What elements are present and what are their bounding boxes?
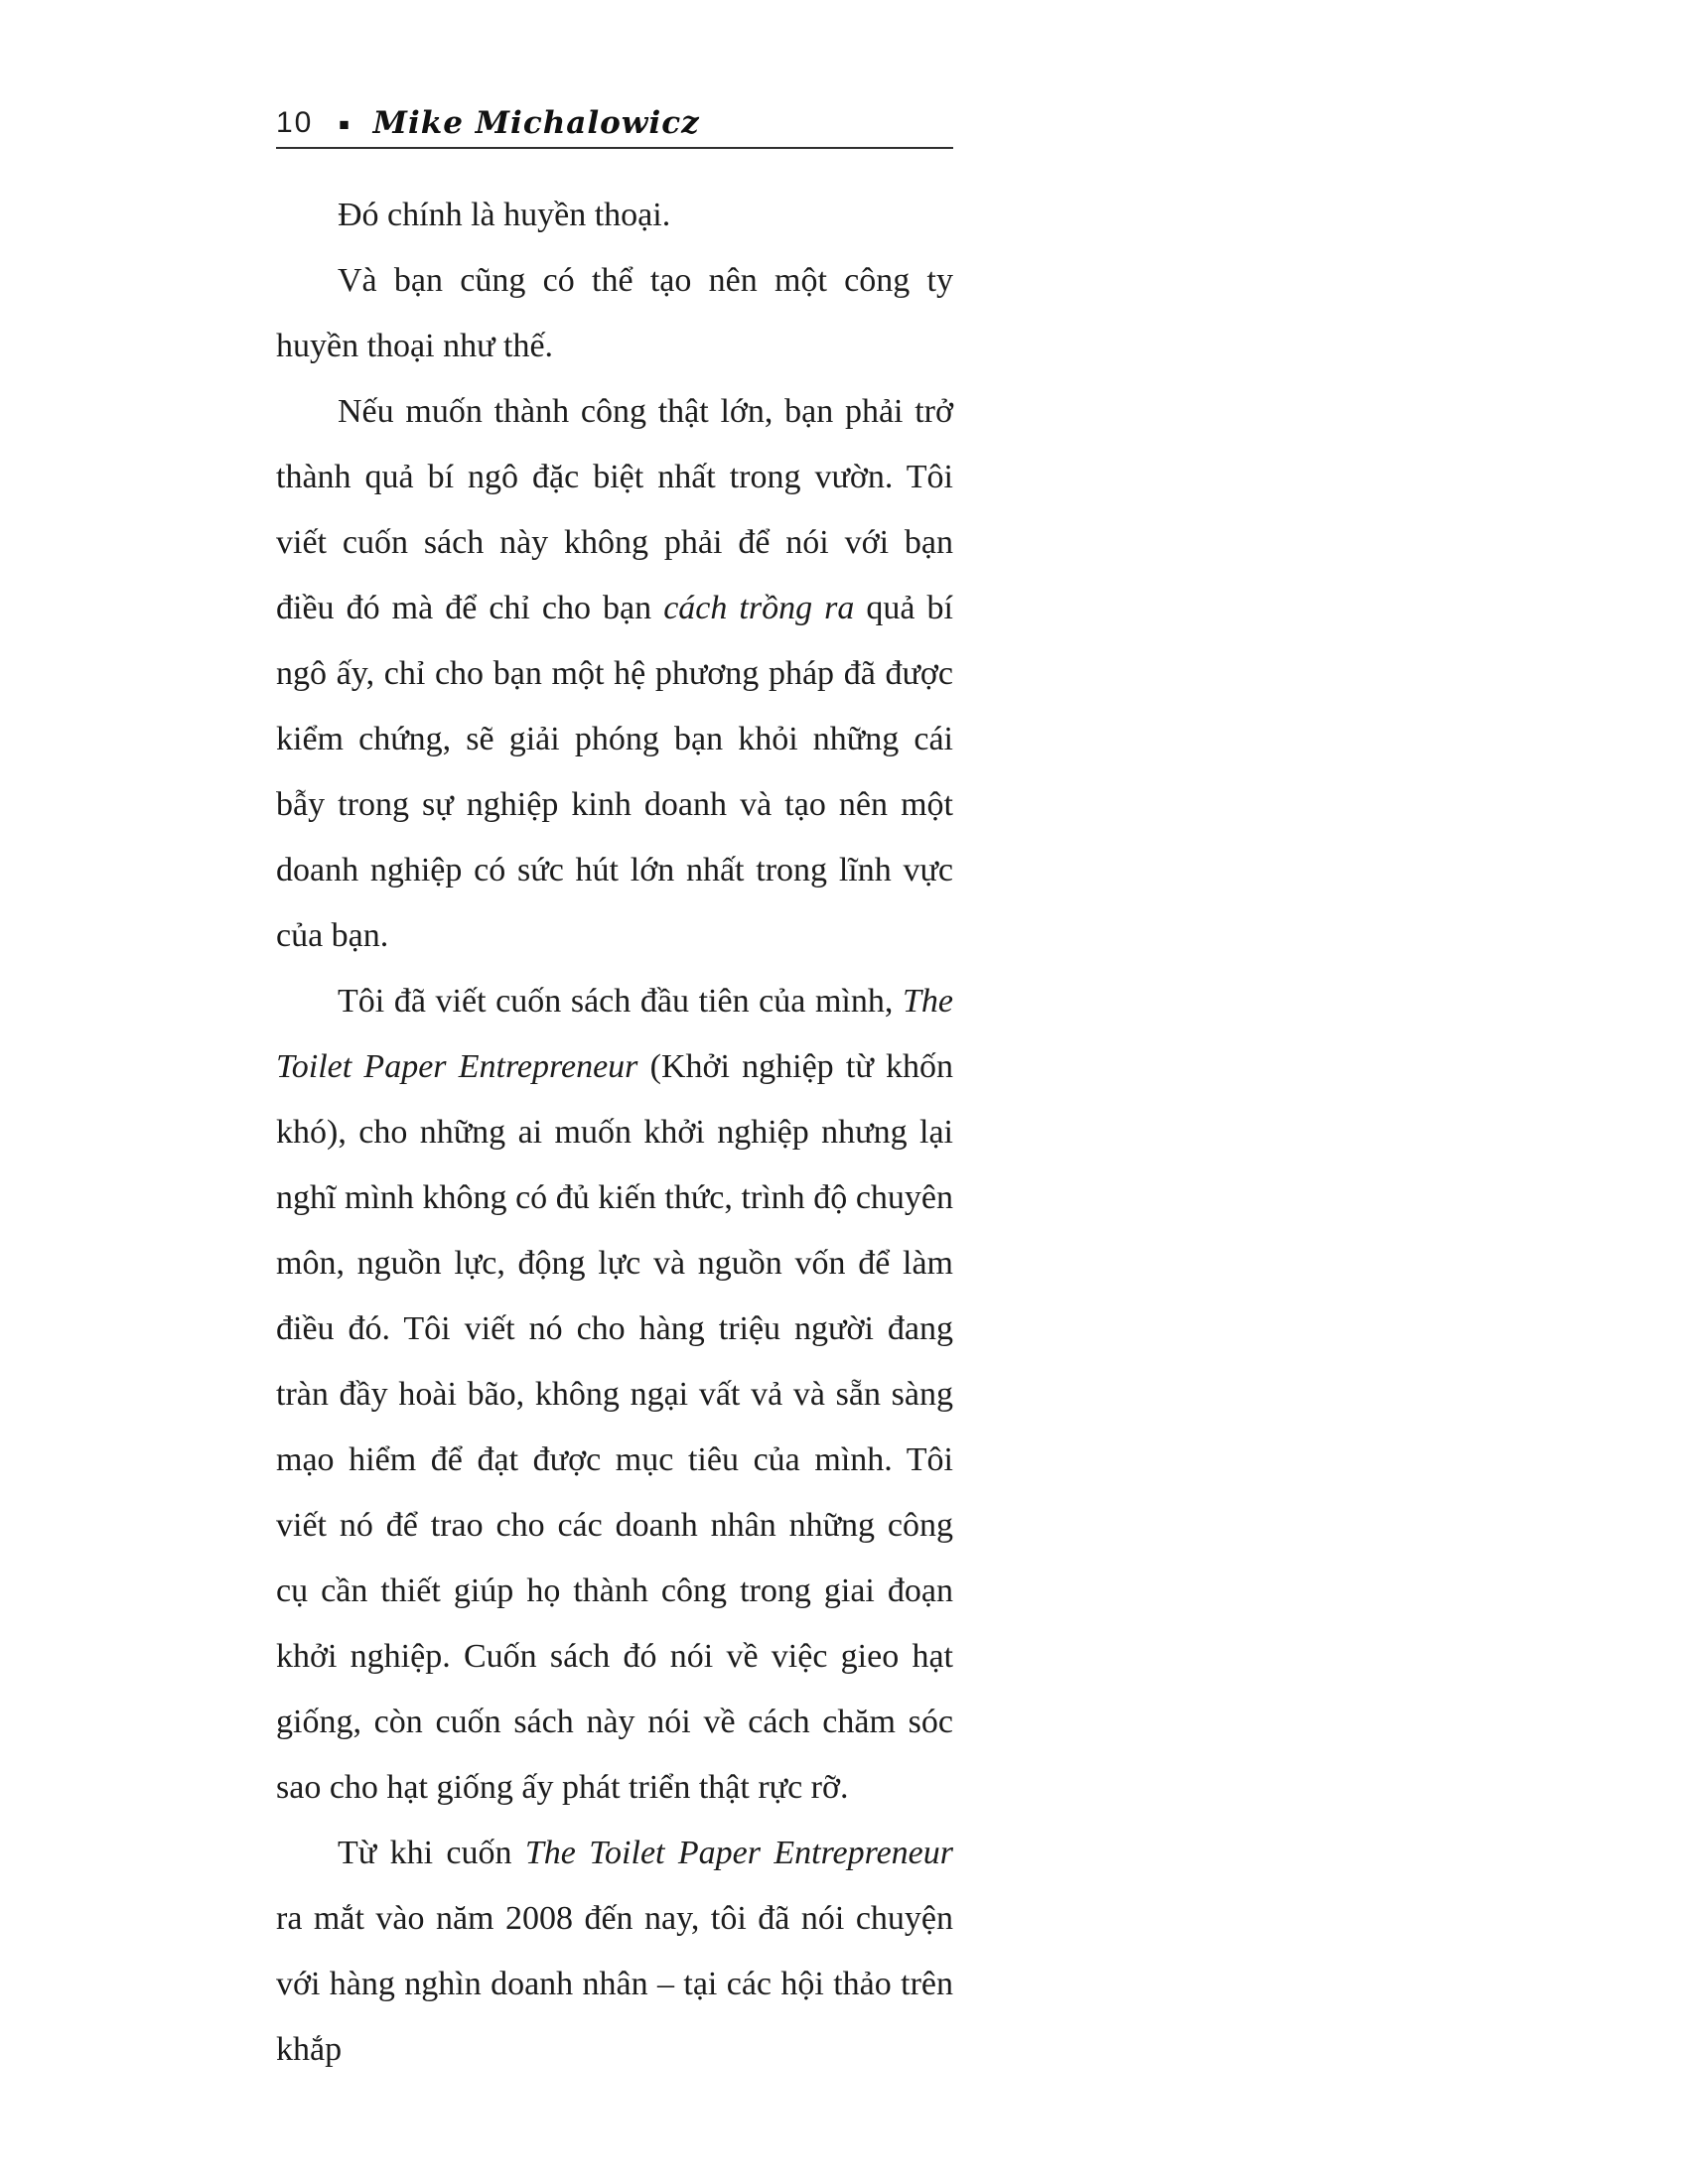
body-text: [276, 183, 953, 2083]
paragraph: [276, 1821, 953, 2083]
author-name: Mike Michalowicz: [372, 105, 700, 141]
square-bullet-icon: ■: [339, 114, 350, 134]
text-run: Tôi đã viết cuốn sách đầu tiên của mình,: [338, 983, 903, 1020]
paragraph: [276, 183, 953, 248]
text-run: Từ khi cuốn: [338, 1835, 525, 1871]
page-number: 10: [276, 106, 314, 139]
text-run: (Khởi nghiệp từ khốn khó), cho những ai muốn khởi nghiệp nhưng lại nghĩ mình không có đủ kiến thức, trình độ chuyên môn, nguồn lực, động lực và nguồn vốn để làm điều đó. Tôi viết nó cho hàng triệu người đang tràn đầy hoài bão, không ngại vất vả và sẵn sàng mạo hiểm để đạt được mục tiêu của mình. Tôi viết nó để trao cho các doanh nhân những công cụ cần thiết giúp họ thành công trong giai đoạn khởi nghiệp. Cuốn sách đó nói về việc gieo hạt giống, còn cuốn sách này nói về cách chăm sóc sao cho hạt giống ấy phát triển thật rực rỡ.: [276, 1048, 953, 1806]
page-header: [276, 99, 953, 149]
paragraph: [276, 248, 953, 379]
paragraph: [276, 969, 953, 1821]
text-run: Nếu muốn thành công thật lớn, bạn phải trở thành quả bí ngô đặc biệt nhất trong vườn. Tôi viết cuốn sách này không phải để nói với bạn điều đó mà để chỉ cho bạn: [276, 393, 953, 626]
paragraph: [276, 379, 953, 969]
italic-text-run: The Toilet Paper Entrepreneur: [524, 1835, 954, 1871]
text-run: Và bạn cũng có thể tạo nên một công ty huyền thoại như thế.: [276, 262, 953, 364]
text-run: ra mắt vào năm 2008 đến nay, tôi đã nói chuyện với hàng nghìn doanh nhân – tại các hội thảo trên khắp: [276, 1900, 953, 2068]
text-run: Đó chính là huyền thoại.: [338, 197, 671, 233]
italic-text-run: cách trồng ra: [663, 590, 855, 626]
text-run: quả bí ngô ấy, chỉ cho bạn một hệ phương pháp đã được kiểm chứng, sẽ giải phóng bạn khỏi những cái bẫy trong sự nghiệp kinh doanh và tạo nên một doanh nghiệp có sức hút lớn nhất trong lĩnh vực của bạn.: [276, 590, 953, 954]
italic-text-run: The Toilet Paper Entrepreneur: [276, 983, 953, 1085]
